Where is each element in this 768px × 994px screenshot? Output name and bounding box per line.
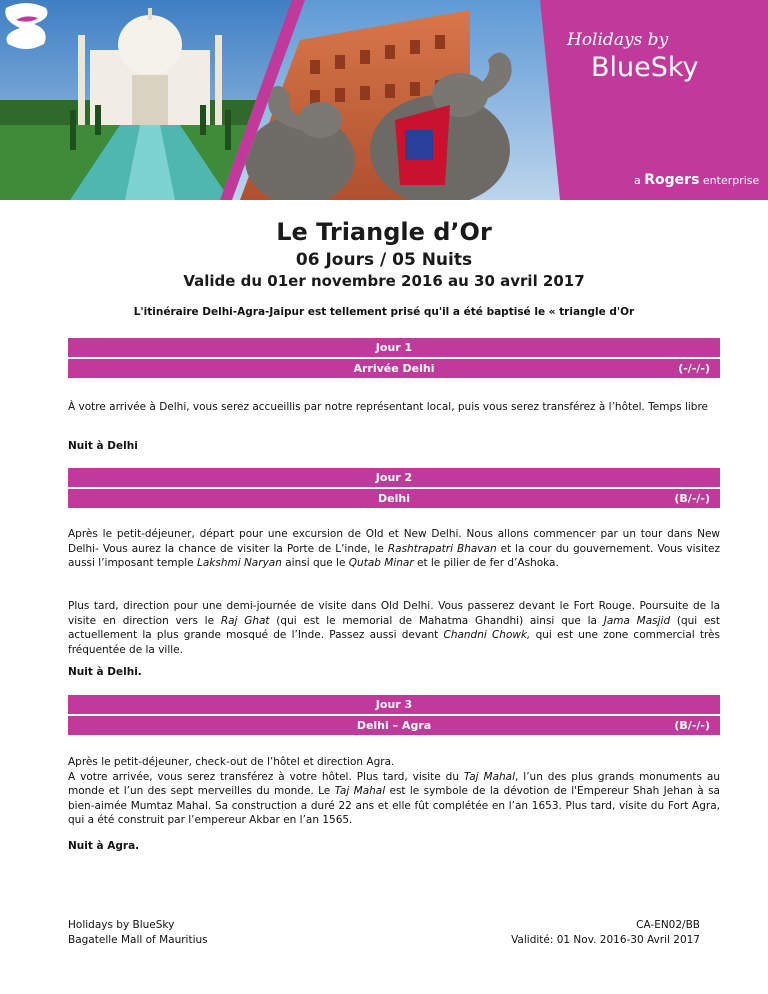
brand-script-name: Holidays by	[567, 30, 669, 50]
place-name: Jama Masjid	[603, 614, 671, 627]
day-3-description: Après le petit-déjeuner, check-out de l’hôtel et direction Agra. A votre arrivée, vous serez transférez à votre hôtel. Plus tard, visite du Taj Mahal, l’un des plus grands monuments au monde et l’un des sept merveilles du monde. Le Taj Mahal est le symbole de la dévotion de l'Empereur Shah Jehan à sa bien-aimée Mumtaz Mahal. Sa construction a duré 22 ans et elle fût complétée en l’an 1653. Plus tard, visite du Fort Agra, qui a été construit par l’empereur Akbar en l’an 1565.	[68, 756, 720, 826]
footer-company: Holidays by BlueSky	[68, 919, 175, 931]
validity-line: Valide du 01er novembre 2016 au 30 avril 2017	[183, 272, 585, 290]
day-route: Arrivée Delhi	[353, 362, 435, 375]
day-2-band	[68, 468, 720, 508]
intro-text: L'itinéraire Delhi-Agra-Jaipur est tellement prisé qu'il a été baptisé le « triangle d'Or	[133, 306, 635, 318]
brand-tagline	[634, 172, 759, 188]
day-meals: (-/-/-)	[678, 362, 710, 375]
day-route-row	[68, 714, 720, 735]
header-banner	[0, 0, 768, 200]
footer-address: Bagatelle Mall of Mauritius	[68, 934, 208, 946]
day-route-row	[68, 357, 720, 378]
place-name: Lakshmi Naryan	[196, 557, 282, 569]
footer-right	[511, 918, 700, 948]
day-meals: (B/-/-)	[674, 719, 710, 732]
day-route-row	[68, 487, 720, 508]
day-label: Jour 1	[375, 341, 413, 354]
day-3-line-1: Après le petit-déjeuner, check-out de l’hôtel et direction Agra.	[68, 756, 395, 768]
tagline-prefix: a	[634, 174, 641, 187]
day-2-paragraph-2: Plus tard, direction pour une demi-journée de visite dans Old Delhi. Vous passerez devant le Fort Rouge. Poursuite de la visite en direction vers le Raj Ghat (qui est le memorial de Mahatma Ghandhi) ainsi que la Jama Masjid (qui est actuellement la plus grande mosqué de l’Inde. Passez aussi devant Chandni Chowk, qui est une zone commercial très fréquentée de la ville.	[68, 600, 721, 656]
bluesky-logo-icon	[0, 0, 52, 52]
day-3-band	[68, 695, 720, 735]
day-1-night: Nuit à Delhi	[68, 440, 138, 452]
day-2-paragraph-1: Après le petit-déjeuner, départ pour une excursion de Old et New Delhi. Nous allons commencer par un tour dans New Delhi- Vous aurez la chance de visiter la Porte de L’inde, le Rashtrapatri Bhavan et la cour du gouvernement. Vous visitez aussi l’imposant temple Lakshmi Naryan ainsi que le Qutab Minar et le pilier de fer d’Ashoka.	[68, 528, 720, 569]
place-name: Chandni Chowk,	[443, 629, 531, 641]
place-name: Rashtrapatri Bhavan	[387, 542, 497, 555]
place-name: Qutab Minar	[348, 557, 414, 569]
footer-validity: Validité: 01 Nov. 2016-30 Avril 2017	[511, 934, 700, 946]
place-name: Taj Mahal	[334, 785, 386, 797]
day-route: Delhi	[378, 492, 410, 505]
day-label: Jour 2	[375, 471, 413, 484]
day-2-night: Nuit à Delhi.	[68, 666, 142, 678]
footer-code: CA-EN02/BB	[636, 919, 700, 931]
day-3-night: Nuit à Agra.	[68, 840, 140, 852]
day-route: Delhi – Agra	[356, 719, 432, 732]
day-1-description: À votre arrivée à Delhi, vous serez accueillis par notre représentant local, puis vous serez transférez à l’hôtel. Temps libre	[68, 401, 709, 413]
duration-subtitle: 06 Jours / 05 Nuits	[295, 250, 473, 270]
tagline-brand: Rogers	[644, 172, 700, 188]
day-meals: (B/-/-)	[674, 492, 710, 505]
place-name: Taj Mahal	[463, 770, 516, 783]
tagline-suffix: enterprise	[702, 174, 760, 187]
place-name: Raj Ghat	[220, 614, 270, 627]
brand-name: BlueSky	[591, 52, 699, 83]
day-label: Jour 3	[375, 698, 413, 711]
page-title: Le Triangle d’Or	[276, 218, 492, 246]
footer-left	[68, 918, 208, 948]
day-1-band	[68, 338, 720, 378]
